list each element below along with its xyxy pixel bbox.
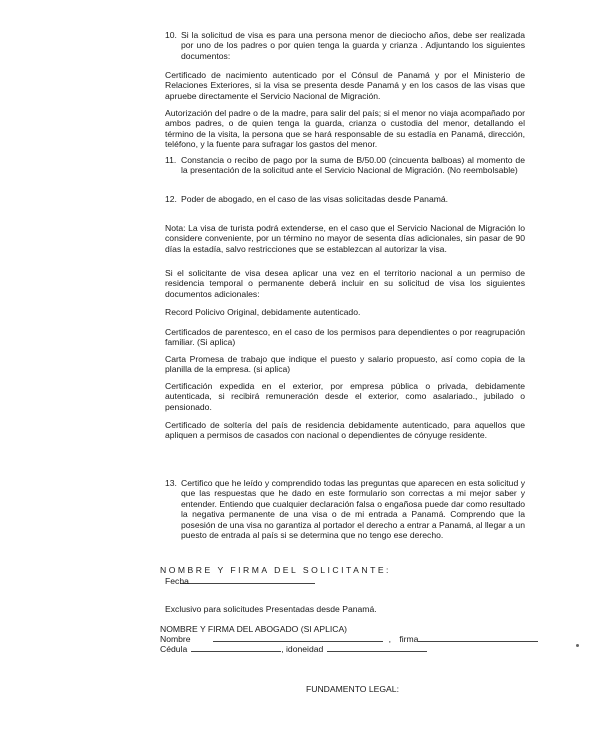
suitability-line[interactable] [327, 643, 427, 652]
residence-paragraph: Si el solicitante de visa desea aplicar una vez en el territorio nacional a un permiso de residencia temporal o permanente deberá incluir en su solicitud de visa los siguientes documentos adicionales: [165, 268, 525, 299]
item-number: 13. [165, 478, 177, 488]
lawyer-name-row: Nombre , firma [160, 633, 538, 644]
kinship-certificates-paragraph: Certificados de parentesco, en el caso de los permisos para dependientes o por reagrupación familiar. (Si aplica) [165, 327, 525, 348]
lawyer-sign-line[interactable] [418, 633, 538, 642]
item-text: Certifico que he leído y comprendido todas las preguntas que aparecen en esta solicitud y que las respuestas que he dado en este formulario son correctas a mi mejor saber y entender. Entiendo que cualquier declaración falsa o engañosa puede dar como resultado la negativa permanente de una visa o de mi entrada a Panamá. Comprendo que la posesión de una visa no garantiza al portador el derecho a entrar a Panamá, al llegar a un puesto de entrada al país si se determina que no tengo ese derecho. [181, 478, 525, 541]
panama-only-label: Exclusivo para solicitudes Presentadas desde Panamá. [165, 604, 377, 614]
work-letter-paragraph: Carta Promesa de trabajo que indique el puesto y salario propuesto, así como copia de la planilla de la empresa. (si aplica) [165, 354, 525, 375]
legal-basis-label: FUNDAMENTO LEGAL: [306, 684, 399, 694]
item-11 [165, 155, 525, 176]
birth-certificate-paragraph: Certificado de nacimiento autenticado por el Cónsul de Panamá y por el Ministerio de Relaciones Exteriores, si la visa se presenta desde Panamá y en los casos de las visas que apruebe directamente el Servicio Nacional de Migración. [165, 70, 525, 101]
abroad-certification-paragraph: Certificación expedida en el exterior, por empresa pública o privada, debidamente autenticada, si recibirá remuneración desde el exterior, como asalariado., jubilado o pensionado. [165, 381, 525, 412]
scan-dot-mark [576, 644, 579, 647]
police-record-paragraph: Record Policivo Original, debidamente autenticado. [165, 307, 361, 317]
item-number: 11. [165, 155, 177, 165]
item-text: Si la solicitud de visa es para una persona menor de dieciocho años, debe ser realizada por uno de los padres o por quien tenga la guarda y crianza . Adjuntando los siguientes documentos: [181, 30, 525, 61]
single-status-certificate-paragraph: Certificado de soltería del país de residencia debidamente autenticado, para aquellos que apliquen a permisos de casados con nacional o dependientes de cónyuge residente. [165, 420, 525, 441]
applicant-name-label: NOMBRE Y FIRMA DEL SOLICITANTE: [160, 565, 391, 575]
date-label: Fecha [165, 576, 189, 586]
item-12 [165, 194, 525, 204]
lawyer-sign-label: firma [399, 634, 419, 644]
item-10 [165, 30, 525, 61]
lawyer-id-row [160, 643, 427, 654]
lawyer-heading: NOMBRE Y FIRMA DEL ABOGADO (SI APLICA) [160, 624, 348, 634]
item-number: 10. [165, 30, 177, 40]
id-label: Cédula [160, 644, 188, 654]
lawyer-name-label: Nombre [160, 634, 191, 644]
applicant-date-row [165, 575, 314, 586]
item-text: Poder de abogado, en el caso de las visas solicitadas desde Panamá. [181, 194, 449, 204]
lawyer-name-line[interactable] [213, 633, 383, 642]
date-line[interactable] [189, 575, 314, 584]
item-number: 12. [165, 194, 177, 204]
id-line[interactable] [191, 643, 281, 652]
suitability-label: , idoneidad [281, 644, 324, 654]
parental-authorization-paragraph: Autorización del padre o de la madre, para salir del país; si el menor no viaja acompañado por ambos padres, o de quien tenga la guarda, crianza o custodia del menor, detallando el término de la visita, la persona que se hará responsable de su estadía en Panamá, dirección, teléfono, y la fuente para sufragar los gastos del menor. [165, 108, 525, 150]
item-text: Constancia o recibo de pago por la suma de B/50.00 (cincuenta balboas) al momento de la presentación de la solicitud ante el Servicio Nacional de Migración. (No reembolsable) [181, 155, 525, 176]
note-paragraph: Nota: La visa de turista podrá extenderse, en el caso que el Servicio Nacional de Migración lo considere conveniente, por un término no mayor de sesenta días adicionales, sin pasar de 90 días la estadía, salvo restricciones que se establezcan al autorizar la visa. [165, 223, 525, 254]
item-13 [165, 478, 525, 540]
